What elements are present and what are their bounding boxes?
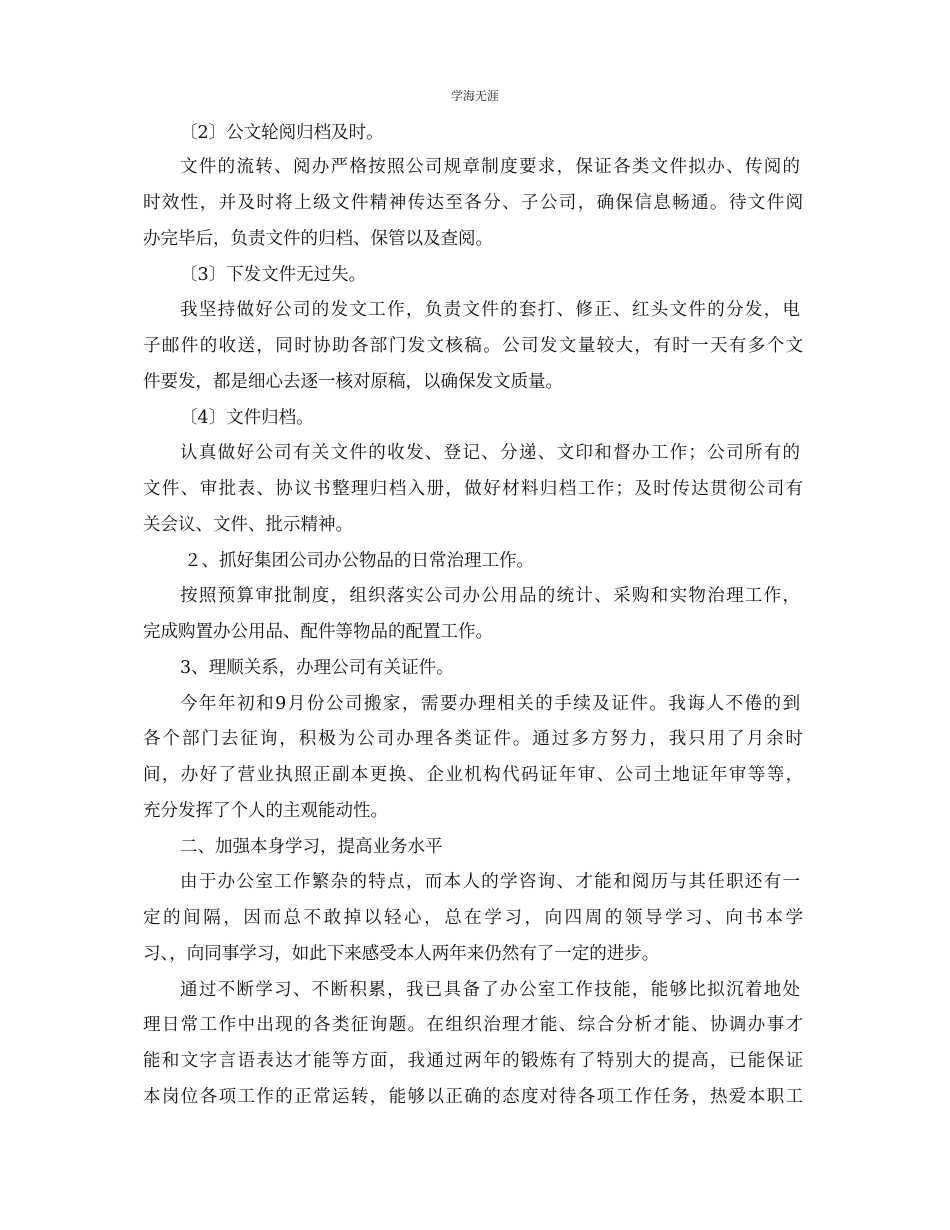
paragraph-line: 时效性，并及时将上级文件精神传达至各分、子公司，确保信息畅通。待文件阅 [143, 193, 805, 213]
section-heading: 3、理顺关系，办理公司有关证件。 [180, 658, 454, 678]
paragraph-line: 文件的流转、阅办严格按照公司规章制度要求，保证各类文件拟办、传阅的 [180, 157, 802, 177]
paragraph-line: 理日常工作中出现的各类征询题。在组织治理才能、综合分析才能、协调办事才 [143, 1015, 805, 1035]
paragraph-line: 子邮件的收送，同时协助各部门发文核稿。公司发文量较大，有时一天有多个文 [143, 336, 805, 356]
paragraph-line: 间，办好了营业执照正副本更换、企业机构代码证年审、公司土地证年审等等， [143, 765, 805, 785]
paragraph-line: 件要发，都是细心去逐一核对原稿，以确保发文质量。 [143, 372, 563, 392]
section-heading: 二、加强本身学习，提高业务水平 [180, 837, 443, 857]
paragraph-line: 充分发挥了个人的主观能动性。 [143, 801, 388, 821]
paragraph-line: 通过不断学习、不断积累，我已具备了办公室工作技能，能够比拟沉着地处 [180, 980, 802, 1000]
paragraph-line: 〔4〕文件归档。 [180, 408, 314, 428]
paragraph-line: 认真做好公司有关文件的收发、登记、分递、文印和督办工作；公司所有的 [180, 443, 802, 463]
paragraph-line: 文件、审批表、协议书整理归档入册，做好材料归档工作；及时传达贯彻公司有 [143, 479, 805, 499]
paragraph-line: 〔2〕公文轮阅归档及时。 [180, 123, 384, 143]
paragraph-line: 我坚持做好公司的发文工作，负责文件的套打、修正、红头文件的分发，电 [180, 300, 802, 320]
paragraph-line: 办完毕后，负责文件的归档、保管以及查阅。 [143, 229, 493, 249]
paragraph-line: 各个部门去征询，积极为公司办理各类证件。通过多方努力，我只用了月余时 [143, 729, 805, 749]
paragraph-line: 今年年初和9月份公司搬家，需要办理相关的手续及证件。我诲人不倦的到 [180, 694, 802, 714]
page-header: 学海无涯 [450, 89, 499, 103]
paragraph-line: 能和文字言语表达才能等方面，我通过两年的锻炼有了特别大的提高，已能保证 [143, 1051, 805, 1071]
paragraph-line: 本岗位各项工作的正常运转，能够以正确的态度对待各项工作任务，热爱本职工 [143, 1087, 805, 1107]
paragraph-line: 定的间隔，因而总不敢掉以轻心，总在学习，向四周的领导学习、向书本学 [143, 908, 806, 928]
paragraph-line: 〔3〕下发文件无过失。 [180, 265, 367, 285]
paragraph-line: 习、，向同事学习，如此下来感受本人两年来仍然有了一定的进步。 [143, 944, 660, 964]
paragraph-line: 关会议、文件、批示精神。 [143, 515, 353, 535]
section-heading: ２、抓好集团公司办公物品的日常治理工作。 [184, 551, 534, 571]
paragraph-line: 按照预算审批制度，组织落实公司办公用品的统计、采购和实物治理工作， [180, 586, 802, 606]
paragraph-line: 完成购置办公用品、配件等物品的配置工作。 [143, 622, 493, 642]
paragraph-line: 由于办公室工作繁杂的特点，而本人的学咨询、才能和阅历与其任职还有一 [180, 872, 802, 892]
